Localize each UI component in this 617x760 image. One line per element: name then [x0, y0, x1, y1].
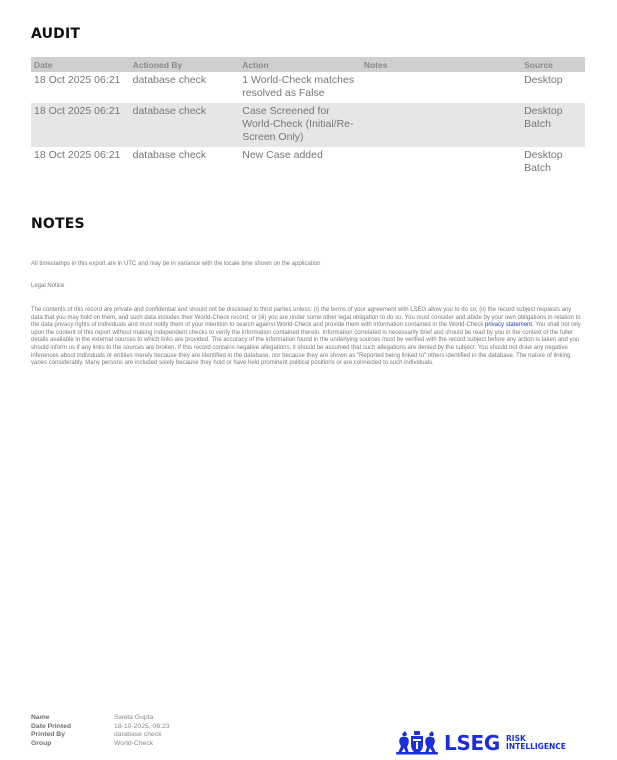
printed-by-label: Printed By: [31, 731, 65, 739]
audit-row: [31, 72, 585, 103]
audit-source: Desktop Batch: [521, 103, 585, 147]
audit-date: 18 Oct 2025 06:21: [31, 103, 130, 147]
risk-word: RISK: [506, 734, 526, 743]
name-label: Name: [31, 714, 50, 721]
intelligence-word: INTELLIGENCE: [506, 742, 566, 751]
legal-notice-text: [31, 307, 581, 368]
group-value: World-Check: [114, 739, 154, 747]
lseg-wordmark: LSEG: [444, 731, 501, 755]
header-notes: Notes: [361, 57, 521, 72]
legal-text-part-2: . You shall not rely upon the content of this report without making independent checks to verify the information contained therein. Information correlated is necessarily brief and should be read by you in the context of the fuller details available in the external sources to which links are provided. The accuracy of the information found in the underlying sources must be verified with the record subject before any action is taken and you should inform us if any links to the sources are broken. If this record contains negative allegations, it should be assumed that such allegations are denied by the subject. You should not draw any negative inferences about individuals or entities merely because they are identified in the database, nor because they are shown as "Reported being linked to" others identified in the database. The nature of linking varies considerably. Many persons are included solely because they hold or have held prominent political positions or are connected to such individuals.: [31, 322, 581, 367]
audit-actioned-by: database check: [132, 74, 207, 86]
audit-source: Desktop Batch: [524, 149, 563, 174]
audit-actioned-by: database check: [132, 149, 207, 161]
audit-source: Desktop: [524, 74, 563, 86]
audit-action: 1 World-Check matches resolved as False: [242, 74, 355, 99]
timestamp-note: All timestamps in this export are in UTC and may be in variance with the locale time shown on the application: [31, 261, 321, 267]
audit-table: [31, 57, 585, 178]
header-actioned-by: Actioned By: [130, 57, 240, 72]
print-details: [31, 714, 234, 748]
audit-header-row: [31, 57, 585, 72]
header-source: Source: [521, 57, 585, 72]
printed-by-value: database check: [114, 731, 162, 739]
audit-notes: [361, 103, 521, 147]
name-value: Sweta Gupta: [114, 714, 154, 721]
risk-intelligence-wordmark: [506, 735, 566, 751]
audit-notes: [361, 147, 521, 178]
privacy-statement-link[interactable]: privacy statement: [485, 322, 533, 329]
date-printed-label: Date Printed: [31, 722, 72, 730]
audit-date: 18 Oct 2025 06:21: [34, 149, 121, 161]
header-action: Action: [239, 57, 361, 72]
legal-text-part-1: The contents of this record are private and confidential and should not be disclosed to third parties unless: (i) the terms of your agreement with LSEG allow you to do so; (ii) the record subject requests any data that you may hold on them, and such data includes their World-Check record; or (iii) you are under some other legal obligation to do so. You must consider and abide by your own obligations in relation to the data privacy rights of individuals and must notify them of your intention to search against World-Check and provide them with information contained in the World-Check: [31, 307, 581, 329]
audit-actioned-by: database check: [130, 103, 240, 147]
notes-section-title: NOTES: [31, 216, 85, 232]
audit-date: 18 Oct 2025 06:21: [34, 74, 121, 86]
header-date: Date: [31, 57, 130, 72]
date-printed-value: 18-10-2025, 06:23: [114, 722, 170, 730]
audit-action: Case Screened for World-Check (Initial/Re-Screen Only): [239, 103, 361, 147]
audit-section-title: AUDIT: [31, 26, 81, 42]
audit-action: New Case added: [242, 149, 323, 161]
crest-icon: [396, 730, 438, 756]
audit-row: [31, 103, 585, 147]
legal-notice-heading: Legal Notice: [31, 283, 65, 289]
group-label: Group: [31, 739, 52, 747]
audit-notes: [361, 72, 521, 103]
lseg-risk-intelligence-logo: [396, 730, 566, 756]
audit-row: [31, 147, 585, 178]
